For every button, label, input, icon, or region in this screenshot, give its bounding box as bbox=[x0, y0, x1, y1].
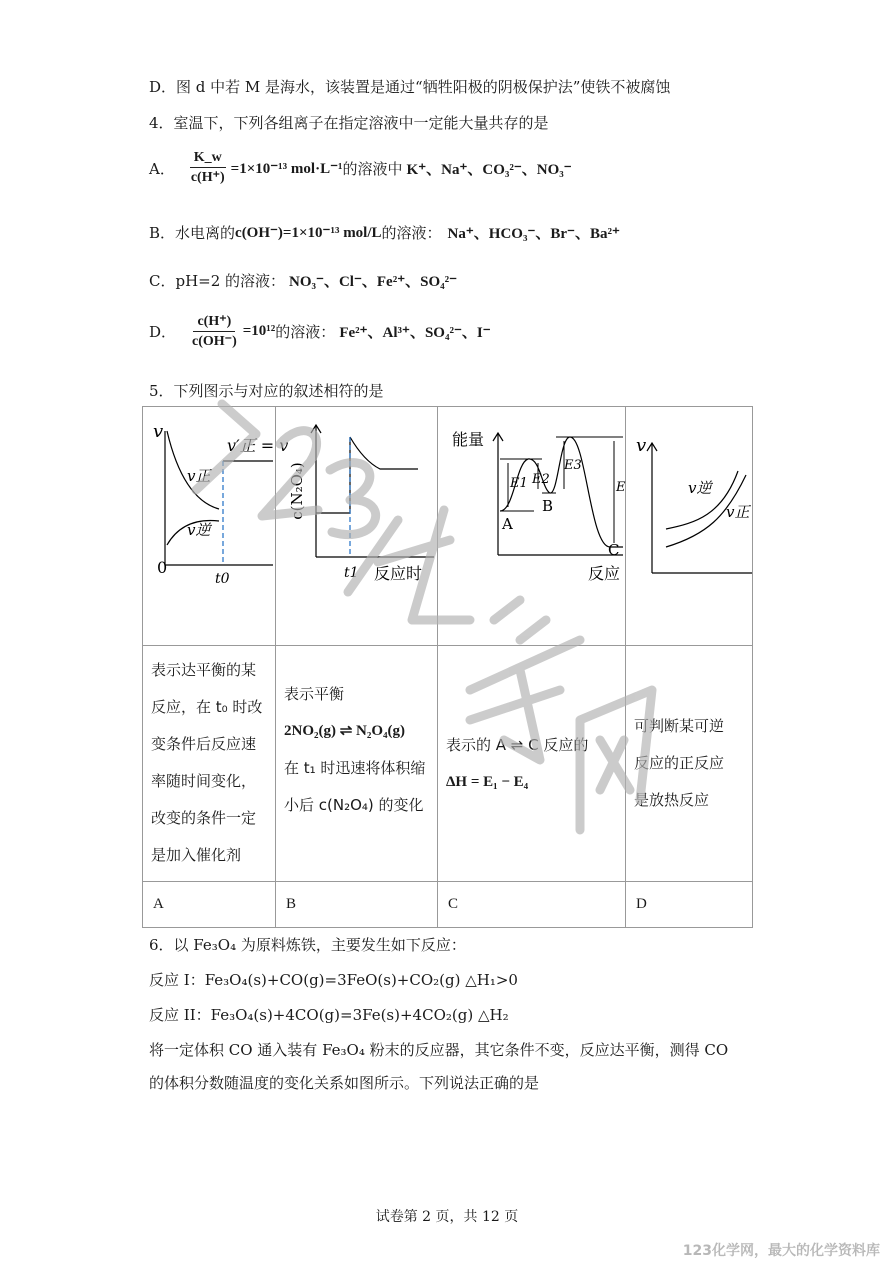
option-mid-text: 的溶液中 bbox=[342, 159, 403, 178]
q4-option-a bbox=[149, 150, 572, 186]
option-label-d: D bbox=[626, 882, 753, 928]
fraction-numerator: K_w bbox=[190, 150, 226, 168]
t1-label: t1 bbox=[344, 565, 359, 581]
desc-line: 在 t₁ 时迅速将体积缩 bbox=[284, 759, 426, 777]
ion-list: Na⁺、HCO₃⁻、Br⁻、Ba²⁺ bbox=[447, 226, 620, 242]
reaction-1: 反应 I：Fe₃O₄(s)+CO(g)=3FeO(s)+CO₂(g) △H₁>0 bbox=[149, 971, 518, 989]
fraction bbox=[188, 313, 241, 350]
e3-label: E3 bbox=[564, 458, 582, 473]
e4-label: E bbox=[616, 480, 626, 495]
graph-b-cell bbox=[276, 407, 438, 646]
axis-y-label: 能量 bbox=[452, 430, 485, 449]
description-b bbox=[276, 646, 438, 882]
question-4-stem: 4．室温下，下列各组离子在指定溶液中一定能大量共存的是 bbox=[149, 114, 549, 132]
q4-option-d bbox=[149, 313, 491, 350]
q4-option-c bbox=[149, 270, 457, 291]
option-label-a: A bbox=[143, 882, 276, 928]
desc-line: 变条件后反应速 bbox=[151, 735, 257, 753]
description-c bbox=[438, 646, 626, 882]
v-prime-label: v′正 = v bbox=[227, 436, 289, 455]
option-label-c: C bbox=[438, 882, 626, 928]
graph-c-cell bbox=[438, 407, 626, 646]
equation: =10¹² bbox=[242, 323, 276, 339]
desc-line: 改变的条件一定 bbox=[151, 809, 257, 827]
equation: c(OH⁻)=1×10⁻¹³ mol/L bbox=[235, 225, 382, 241]
option-mid-text: 的溶液： bbox=[275, 323, 336, 341]
description-d bbox=[626, 646, 753, 882]
origin-label: 0 bbox=[157, 558, 168, 577]
option-mid-text: 的溶液： bbox=[381, 224, 442, 242]
v-reverse-label: v逆 bbox=[187, 521, 211, 539]
desc-line: 反应的正反应 bbox=[634, 754, 725, 772]
graph-d-cell bbox=[626, 407, 753, 646]
e1-label: E1 bbox=[510, 476, 528, 491]
graph-d bbox=[626, 407, 752, 641]
axis-x-label: 反应 bbox=[588, 564, 621, 583]
option-label-b: B bbox=[276, 882, 438, 928]
desc-line: 是加入催化剂 bbox=[151, 846, 242, 864]
e2-label: E2 bbox=[532, 472, 550, 487]
axis-y-label: c(N₂O₄) bbox=[288, 462, 306, 520]
v-forward-label: v正 bbox=[726, 503, 750, 521]
q6-paragraph-line-1: 将一定体积 CO 通入装有 Fe₃O₄ 粉末的反应器，其它条件不变，反应达平衡，测得 CO bbox=[149, 1041, 729, 1059]
page-footer: 试卷第 2 页，共 12 页 bbox=[375, 1209, 519, 1225]
desc-equation: ΔH = E₁ − E₄ bbox=[446, 773, 529, 790]
desc-equation: 2NO₂(g) ⇌ N₂O₄(g) bbox=[284, 723, 406, 739]
desc-line: 反应，在 t₀ 时改 bbox=[151, 698, 263, 716]
question-5-stem: 5．下列图示与对应的叙述相符的是 bbox=[149, 382, 384, 400]
graph-c bbox=[438, 407, 625, 641]
ion-list: K⁺、Na⁺、CO₃²⁻、NO₃⁻ bbox=[406, 161, 572, 178]
fraction-denominator: c(H⁺) bbox=[190, 170, 225, 185]
fraction bbox=[187, 150, 229, 186]
point-a-label: A bbox=[502, 515, 513, 533]
desc-line: 表示达平衡的某 bbox=[151, 661, 257, 679]
desc-line: 小后 c(N₂O₄) 的变化 bbox=[284, 796, 424, 814]
graph-b bbox=[276, 407, 437, 641]
axis-v-label: v bbox=[153, 421, 164, 442]
line-q3d: D．图 d 中若 M 是海水，该装置是通过“牺牲阳极的阴极保护法”使铁不被腐蚀 bbox=[149, 78, 671, 96]
graph-a-cell bbox=[143, 407, 289, 646]
desc-line: 率随时间变化， bbox=[151, 772, 257, 790]
ion-list: NO₃⁻、Cl⁻、Fe²⁺、SO₄²⁻ bbox=[289, 274, 458, 290]
graph-a bbox=[143, 407, 289, 641]
axis-x-label: 反应时 bbox=[374, 564, 423, 583]
reaction-2: 反应 II：Fe₃O₄(s)+4CO(g)=3Fe(s)+4CO₂(g) △H₂ bbox=[149, 1006, 509, 1024]
fraction-denominator: c(OH⁻) bbox=[192, 334, 237, 349]
option-label: A． bbox=[149, 159, 175, 178]
desc-line: 表示的 A ⇌ C 反应的 bbox=[446, 735, 589, 754]
desc-line: 是放热反应 bbox=[634, 791, 710, 809]
axis-v-label: v bbox=[636, 435, 647, 456]
fraction-numerator: c(H⁺) bbox=[193, 313, 235, 332]
desc-line: 可判断某可逆 bbox=[634, 717, 725, 735]
v-reverse-label: v逆 bbox=[688, 479, 712, 497]
option-label: C．pH=2 的溶液： bbox=[149, 272, 286, 290]
brand-watermark: 123化学网，最大的化学资料库 bbox=[682, 1243, 880, 1259]
v-forward-label: v正 bbox=[187, 467, 211, 485]
equation: =1×10⁻¹³ mol·L⁻¹ bbox=[230, 160, 343, 177]
q6-paragraph-line-2: 的体积分数随温度的变化关系如图所示。下列说法正确的是 bbox=[149, 1074, 540, 1092]
desc-line: 表示平衡 bbox=[284, 685, 345, 703]
point-b-label: B bbox=[542, 497, 554, 515]
option-label: B．水电离的 bbox=[149, 224, 236, 242]
q5-table bbox=[142, 406, 753, 928]
t0-label: t0 bbox=[215, 571, 230, 587]
option-label: D． bbox=[149, 323, 177, 341]
point-c-label: C bbox=[608, 541, 620, 559]
ion-list: Fe²⁺、Al³⁺、SO₄²⁻、I⁻ bbox=[339, 325, 491, 341]
question-6-stem: 6．以 Fe₃O₄ 为原料炼铁，主要发生如下反应： bbox=[149, 936, 466, 954]
q4-option-b bbox=[149, 222, 620, 243]
description-a bbox=[143, 646, 276, 882]
